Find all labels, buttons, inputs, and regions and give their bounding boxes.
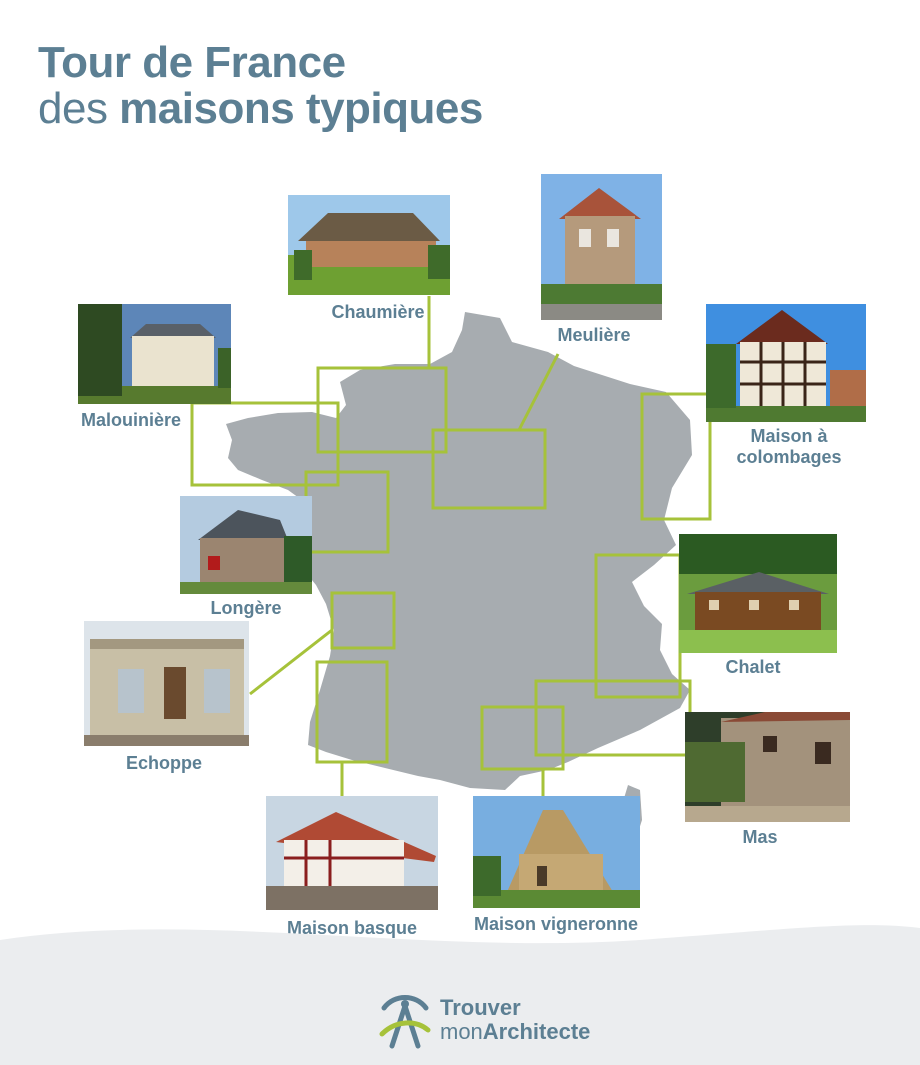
title-line-1: Tour de France [38,38,346,87]
photo-meuliere [541,174,662,320]
label-chalet: Chalet [725,657,781,677]
title-line-2-bold: maisons typiques [119,84,483,133]
photo-mas [685,712,850,822]
photo-chaumiere [288,195,450,295]
label-vigneronne: Maison vigneronne [473,914,639,934]
label-chaumiere: Chaumière [331,302,425,322]
logo-word-2-prefix: mon [440,1019,483,1044]
logo-word-1: Trouver [440,995,521,1020]
photo-echoppe [84,621,249,746]
label-colombages-line-2: colombages [736,447,842,467]
photo-longere [180,496,312,594]
photo-colombages [706,304,866,422]
label-longere: Longère [210,598,282,618]
label-colombages-line-1: Maison à [750,426,828,446]
label-mas: Mas [742,827,778,847]
label-echoppe: Echoppe [125,753,202,773]
label-meuliere: Meulière [557,325,631,345]
label-basque: Maison basque [286,918,418,938]
photo-malouiniere [78,304,231,404]
photo-chalet [679,534,837,653]
photo-vigneronne [473,796,640,908]
photo-basque [266,796,438,910]
logo-word-2 [440,1020,590,1044]
architect-compass-icon [378,990,432,1052]
label-colombages [716,426,862,468]
brand-logo [378,990,618,1054]
logo-word-2-bold: Architecte [482,1019,591,1044]
title-line-2-prefix: des [38,84,120,133]
label-malouiniere: Malouinière [80,410,182,430]
